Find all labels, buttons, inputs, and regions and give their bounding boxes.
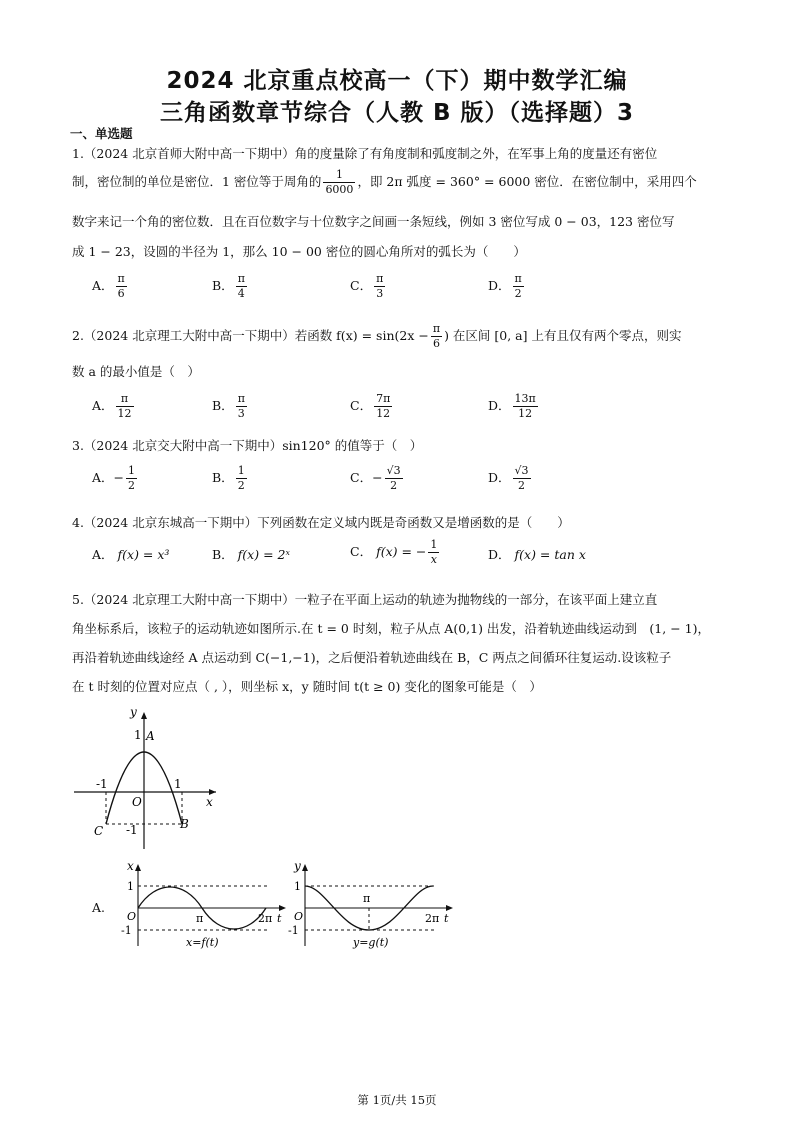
label-one-right: 1 [174,777,182,791]
t-axis-arrow-icon [446,905,453,911]
q1-option-a[interactable]: A． $\frac{\pi}{6}$ [92,272,125,300]
label-neg1-left: -1 [96,777,108,791]
parabola-figure [66,704,226,854]
axis-label-y: y [294,859,301,873]
q2-option-d[interactable]: D． $\frac{13\pi}{12}$ [488,392,536,420]
q3-option-d[interactable]: D． $\frac{√3}{2}$ [488,464,529,492]
q4-line1: 4.（2024 北京东城高一下期中）下列函数在定义域内既是奇函数又是增函数的是（ ） [72,515,570,530]
q5-line3: 再沿着轨迹曲线途经 A 点运动到 C(−1,−1)，之后便沿着轨迹曲线在 B，C 两点之间循环往复运动.设该粒子 [72,650,672,665]
q2-line1: 2.（2024 北京理工大附中高一下期中）若函数 f(x) = sin(2x − $\frac{\pi}{6}$ ) 在区间 [0, a] 上有且仅有两个零点，则实 [72,322,682,350]
axis-label-x: x [127,859,134,873]
q1-line1: 1.（2024 北京首师大附中高一下期中）角的度量除了有角度制和弧度制之外，在军事上角的度量还有密位 [72,146,658,161]
q1-line2-b: ，即 2π 弧度 = 360° = 6000 密位．在密位制中，采用四个 [357,174,697,189]
q3-option-a[interactable]: A．− $\frac{1}{2}$ [92,464,136,492]
page-footer: 第 1页/共 15页 [357,1093,437,1107]
label-o: O [132,795,142,809]
q5-line4: 在 t 时刻的位置对应点（ , ），则坐标 x，y 随时间 t(t ≥ 0) 变化的图象可能是（ ） [72,679,542,694]
tick-2pi: 2π [425,912,440,925]
label-neg1-bottom: -1 [126,823,138,837]
q2-option-b[interactable]: B． $\frac{\pi}{3}$ [212,392,245,420]
tick-neg1: -1 [288,924,299,937]
origin-label: O [294,910,304,923]
q4-option-d[interactable]: D． f(x) = tan x [488,547,586,562]
y-axis-arrow-icon [141,712,147,719]
q4-option-a[interactable]: A． f(x) = x³ [92,547,170,562]
label-y: y [130,705,137,719]
label-b: B [180,817,189,831]
graph-caption: y=g(t) [353,936,389,949]
tick-pi: π [196,912,204,925]
tick-one: 1 [294,880,301,893]
page-title-line2: 三角函数章节综合（人教 B 版）（选择题）3 [159,100,635,126]
q3-option-c[interactable]: C．− $\frac{√3}{2}$ [350,464,401,492]
q1-option-c[interactable]: C． $\frac{\pi}{3}$ [350,272,384,300]
label-one-top: 1 [134,728,142,742]
graph-caption: x=f(t) [186,936,219,949]
graph-y-g-t [285,858,455,953]
tick-neg1: -1 [121,924,132,937]
label-c: C [94,824,104,838]
q2-option-a[interactable]: A． $\frac{\pi}{12}$ [92,392,132,420]
section-heading: 一、单选题 [70,126,133,141]
q2-option-c[interactable]: C． $\frac{7\pi}{12}$ [350,392,391,420]
vertical-axis-arrow-icon [135,864,141,871]
tick-one: 1 [127,880,134,893]
tick-2pi: 2π [258,912,273,925]
q1-fraction: $\frac{1}{6000}$ [325,168,354,196]
q1-option-d[interactable]: D． $\frac{\pi}{2}$ [488,272,522,300]
q1-option-b[interactable]: B． $\frac{\pi}{4}$ [212,272,245,300]
q3-option-b[interactable]: B． $\frac{1}{2}$ [212,464,245,492]
q1-line2-a: 制，密位制的单位是密位．1 密位等于周角的 [72,174,322,189]
q5-line1: 5.（2024 北京理工大附中高一下期中）一粒子在平面上运动的轨迹为抛物线的一部分，在该平面上建立直 [72,592,658,607]
q1-line2 [72,168,697,197]
q3-line1: 3.（2024 北京交大附中高一下期中）sin120° 的值等于（ ） [72,438,423,453]
q4-option-c[interactable]: C． f(x) = − $\frac{1}{x}$ [350,538,438,566]
q4-option-b[interactable]: B． f(x) = 2ˣ [212,547,290,562]
tick-pi: π [363,892,371,905]
page-title-line1: 2024 北京重点校高一（下）期中数学汇编 [166,68,628,94]
label-a: A [146,729,155,743]
vertical-axis-arrow-icon [302,864,308,871]
q5-option-a-label[interactable]: A. [92,900,106,915]
q1-line4: 成 1 − 23，设圆的半径为 1，那么 10 − 00 密位的圆心角所对的弧长为（ ） [72,244,526,259]
graph-x-f-t [118,858,288,953]
origin-label: O [127,910,137,923]
axis-label-t: t [444,912,449,925]
q2-line2: 数 a 的最小值是（ ） [72,364,200,379]
q1-line3: 数字来记一个角的密位数．且在百位数字与十位数字之间画一条短线，例如 3 密位写成 0 − 03，123 密位写 [72,214,675,229]
q5-line2: 角坐标系后，该粒子的运动轨迹如图所示.在 t = 0 时刻，粒子从点 A(0,1) 出发，沿着轨迹曲线运动到 (1, − 1)， [72,621,710,636]
axis-label-t: t [277,912,282,925]
label-x: x [206,795,213,809]
